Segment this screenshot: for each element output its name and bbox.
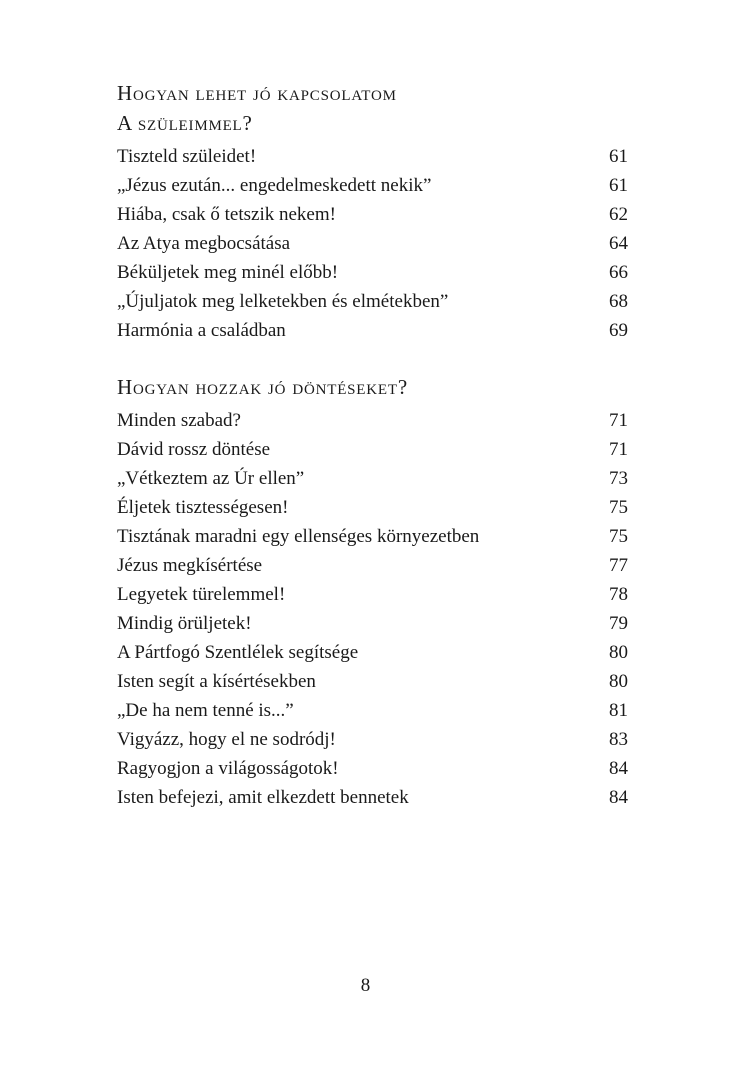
- toc-entry[interactable]: [117, 464, 628, 493]
- toc-entry[interactable]: [117, 609, 628, 638]
- toc-entry[interactable]: [117, 783, 628, 812]
- entry-page-number: 84: [609, 758, 628, 779]
- toc-entry[interactable]: [117, 754, 628, 783]
- entry-page-number: 80: [609, 642, 628, 663]
- entry-page-number: 68: [609, 291, 628, 312]
- entry-page-number: 84: [609, 787, 628, 808]
- section-heading-line: Hogyan lehet jó kapcsolatom: [117, 81, 397, 105]
- entry-title: Az Atya megbocsátása: [117, 233, 291, 254]
- entry-title: Vigyázz, hogy el ne sodródj!: [117, 729, 336, 750]
- entry-page-number: 78: [609, 584, 628, 605]
- entry-title: A Pártfogó Szentlélek segítsége: [117, 642, 359, 663]
- entry-title: Legyetek türelemmel!: [117, 584, 286, 605]
- toc-entry[interactable]: [117, 638, 628, 667]
- entry-page-number: 69: [609, 320, 628, 341]
- toc-entry[interactable]: [117, 580, 628, 609]
- toc-entry[interactable]: [117, 725, 628, 754]
- section-heading: [117, 78, 628, 138]
- toc-entry[interactable]: [117, 667, 628, 696]
- toc-entry[interactable]: [117, 316, 628, 345]
- entry-title: „Újuljatok meg lelketekben és elmétekben”: [117, 291, 449, 312]
- table-of-contents: [117, 78, 628, 812]
- entry-title: Tisztának maradni egy ellenséges környezetben: [117, 526, 480, 547]
- entry-title: Harmónia a családban: [117, 320, 286, 341]
- entry-title: „De ha nem tenné is...”: [117, 700, 294, 721]
- entry-page-number: 61: [609, 175, 628, 196]
- section-heading-line: A szüleimmel?: [117, 111, 253, 135]
- entry-page-number: 61: [609, 146, 628, 167]
- toc-entry[interactable]: [117, 258, 628, 287]
- toc-section-decisions: [117, 372, 628, 812]
- entry-page-number: 66: [609, 262, 628, 283]
- toc-section-relationships: [117, 78, 628, 345]
- entry-title: Béküljetek meg minél előbb!: [117, 262, 339, 283]
- toc-entry[interactable]: [117, 522, 628, 551]
- entry-title: „Jézus ezután... engedelmeskedett nekik”: [117, 175, 432, 196]
- entry-page-number: 81: [609, 700, 628, 721]
- entry-title: Jézus megkísértése: [117, 555, 263, 576]
- toc-entry[interactable]: [117, 171, 628, 200]
- entry-page-number: 83: [609, 729, 628, 750]
- toc-list: [117, 142, 628, 345]
- entry-title: Dávid rossz döntése: [117, 439, 271, 460]
- section-heading: [117, 372, 628, 402]
- entry-title: Isten segít a kísértésekben: [117, 671, 316, 692]
- entry-page-number: 75: [609, 526, 628, 547]
- toc-entry[interactable]: [117, 406, 628, 435]
- section-heading-line: Hogyan hozzak jó döntéseket?: [117, 375, 408, 399]
- entry-title: Hiába, csak ő tetszik nekem!: [117, 204, 336, 225]
- toc-entry[interactable]: [117, 696, 628, 725]
- entry-page-number: 75: [609, 497, 628, 518]
- toc-entry[interactable]: [117, 229, 628, 258]
- entry-title: „Vétkeztem az Úr ellen”: [117, 468, 305, 489]
- toc-entry[interactable]: [117, 287, 628, 316]
- entry-page-number: 77: [609, 555, 628, 576]
- entry-page-number: 71: [609, 439, 628, 460]
- entry-title: Tiszteld szüleidet!: [117, 146, 257, 167]
- entry-title: Ragyogjon a világosságotok!: [117, 758, 339, 779]
- toc-entry[interactable]: [117, 493, 628, 522]
- toc-entry[interactable]: [117, 200, 628, 229]
- entry-page-number: 62: [609, 204, 628, 225]
- toc-list: [117, 406, 628, 812]
- entry-page-number: 71: [609, 410, 628, 431]
- entry-title: Mindig örüljetek!: [117, 613, 252, 634]
- toc-entry[interactable]: [117, 551, 628, 580]
- entry-page-number: 79: [609, 613, 628, 634]
- entry-page-number: 80: [609, 671, 628, 692]
- entry-page-number: 73: [609, 468, 628, 489]
- toc-entry[interactable]: [117, 435, 628, 464]
- entry-title: Isten befejezi, amit elkezdett bennetek: [117, 787, 409, 808]
- entry-title: Minden szabad?: [117, 410, 241, 431]
- entry-page-number: 64: [609, 233, 628, 254]
- toc-entry[interactable]: [117, 142, 628, 171]
- entry-title: Éljetek tisztességesen!: [117, 497, 289, 518]
- page-number: 8: [360, 975, 371, 996]
